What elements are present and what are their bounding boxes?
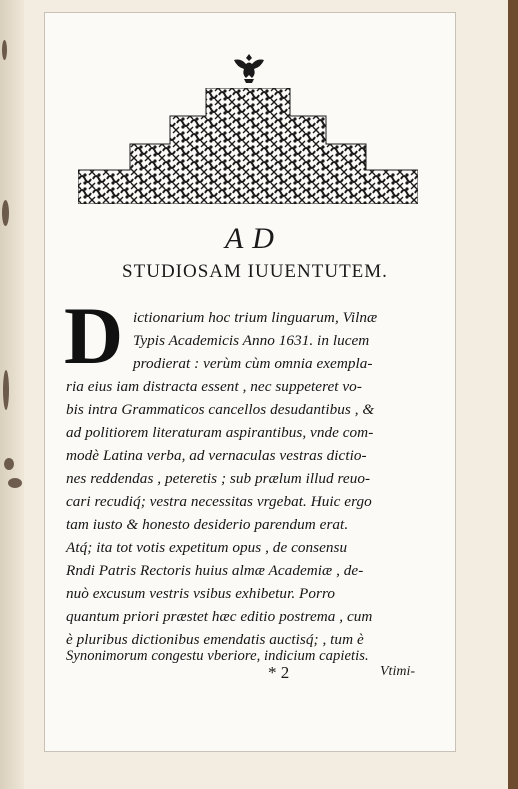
text-line: Typis Academicis Anno 1631. in lucem — [133, 332, 370, 349]
page-stain — [2, 200, 9, 226]
text-line: prodierat : verùm cùm omnia exempla- — [133, 355, 373, 372]
text-line: ictionarium hoc trium linguarum, Vilnæ — [133, 309, 378, 326]
page-stain — [4, 458, 14, 470]
text-line: bis intra Grammaticos cancellos desudantibus , & — [66, 401, 375, 418]
headpiece-ornament — [78, 88, 418, 204]
page-stain — [3, 370, 9, 410]
catchword: Vtimi- — [380, 664, 415, 679]
page-stain — [2, 40, 7, 60]
drop-cap-letter: D — [64, 290, 124, 381]
text-line: è pluribus dictionibus emendatis auctisq́; , tum è — [66, 631, 364, 648]
page-stain — [8, 478, 22, 488]
signature-mark: * 2 — [268, 663, 290, 682]
eagle-crest-icon — [232, 52, 266, 84]
text-line: Atq́; ita tot votis expetitum opus , de consensu — [66, 539, 348, 556]
text-line: Rndi Patris Rectoris huius almæ Academiæ , de- — [66, 562, 364, 579]
text-line: cari recudiq́; vestra necessitas vrgebat. Huic ergo — [66, 493, 372, 510]
heading-studiosam-iuuentutem: STUDIOSAM IUUENTUTEM. — [122, 261, 388, 282]
text-line: nes reddendas , peteretis ; sub prælum illud reuo- — [66, 470, 371, 487]
text-line: nuò excusum vestris vsibus exhibetur. Porro — [66, 585, 336, 602]
text-line: tam iusto & honesto desiderio parendum erat. — [66, 516, 349, 533]
text-line: ad politiorem literaturam aspirantibus, vnde com- — [66, 424, 374, 441]
text-line-last: Synonimorum congestu vberiore, indicium capietis. — [66, 648, 369, 664]
text-line: modè Latina verba, ad vernaculas vestras dictio- — [66, 447, 367, 464]
text-line: ria eius iam distracta essent , nec suppeteret vo- — [66, 378, 362, 395]
heading-ad: A D — [225, 222, 275, 255]
text-line: quantum priori præstet hæc editio postrema , cum — [66, 608, 373, 625]
